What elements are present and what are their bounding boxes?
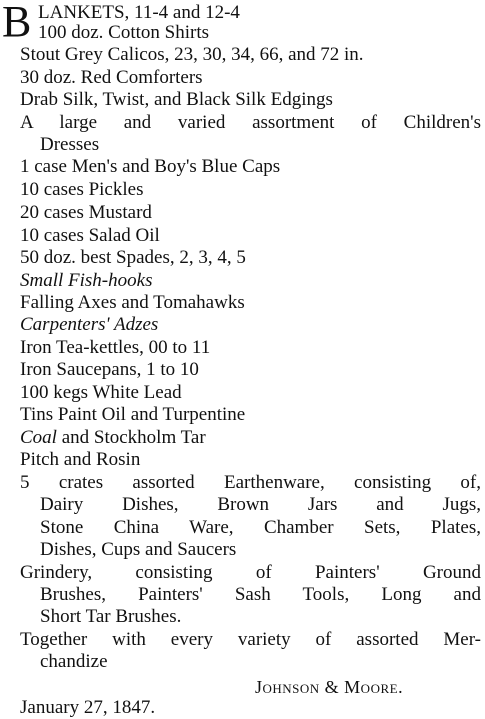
ad-line: Stone China Ware, Chamber Sets, Plates, — [40, 517, 481, 538]
ad-line: Iron Tea-kettles, 00 to 11 — [20, 337, 211, 358]
ad-line-italic: Carpenters' Adzes — [20, 314, 159, 335]
ad-line: A large and varied assortment of Children's — [20, 112, 481, 133]
ad-line-italic: Small Fish-hooks — [20, 270, 153, 291]
coal-italic-word: Coal — [20, 427, 57, 448]
ad-line: 5 crates assorted Earthenware, consisting of, — [20, 472, 481, 493]
ad-line: 10 cases Salad Oil — [20, 225, 160, 246]
ad-line: Pitch and Rosin — [20, 449, 141, 470]
ad-line: Drab Silk, Twist, and Black Silk Edgings — [20, 89, 333, 110]
ad-line: 20 cases Mustard — [20, 202, 152, 223]
ad-line: chandize — [40, 651, 108, 672]
ad-line: Dairy Dishes, Brown Jars and Jugs, — [40, 494, 481, 515]
ad-date: January 27, 1847. — [20, 697, 156, 718]
ad-line: 100 kegs White Lead — [20, 382, 182, 403]
ad-signature: Johnson & Moore. — [255, 677, 404, 697]
ad-line: 50 doz. best Spades, 2, 3, 4, 5 — [20, 247, 246, 268]
ad-line: Dishes, Cups and Saucers — [40, 539, 237, 560]
coal-line-rest: and Stockholm Tar — [56, 427, 206, 448]
ad-line: 100 doz. Cotton Shirts — [38, 22, 210, 43]
ad-line: Falling Axes and Tomahawks — [20, 292, 245, 313]
ad-heading-text: LANKETS, 11-4 and 12-4 — [38, 2, 240, 23]
ad-line: Brushes, Painters' Sash Tools, Long and — [40, 584, 481, 605]
ad-line: Dresses — [40, 134, 100, 155]
ad-line: Together with every variety of assorted Mer- — [20, 629, 481, 650]
ad-line: Grindery, consisting of Painters' Ground — [20, 562, 481, 583]
ad-line: Tins Paint Oil and Turpentine — [20, 404, 246, 425]
ad-line: Stout Grey Calicos, 23, 30, 34, 66, and 72 in. — [20, 44, 364, 65]
ad-line: 1 case Men's and Boy's Blue Caps — [20, 156, 281, 177]
ad-line — [0, 427, 485, 449]
ad-line: 10 cases Pickles — [20, 179, 144, 200]
drop-cap-letter: B — [2, 0, 32, 46]
ad-line: Short Tar Brushes. — [40, 606, 182, 627]
ad-line: 30 doz. Red Comforters — [20, 67, 203, 88]
ad-line: Iron Saucepans, 1 to 10 — [20, 359, 199, 380]
